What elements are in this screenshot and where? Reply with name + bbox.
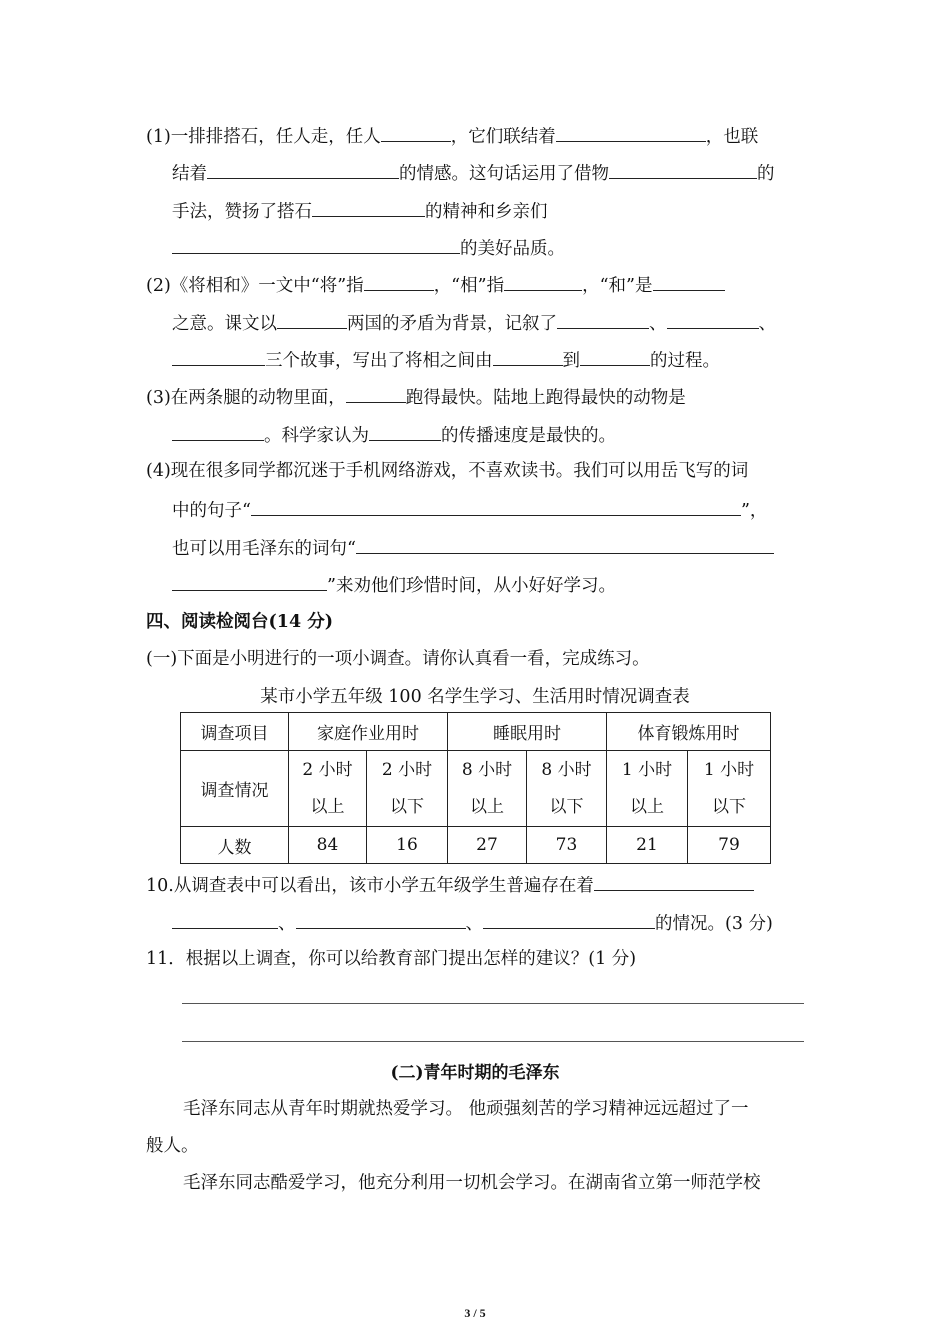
passage-line: 毛泽东同志酷爱学习，他充分利用一切机会学习。在湖南省立第一师范学校: [183, 1173, 761, 1193]
table-cell: 8 小时 以下: [527, 751, 607, 827]
page-number: 3 / 5: [464, 1306, 486, 1320]
q10-line2: [172, 910, 773, 936]
blank[interactable]: [172, 910, 278, 929]
q3-text: (3)在两条腿的动物里面，: [146, 388, 346, 408]
q2-text: 的过程。: [650, 351, 720, 371]
q2-text: 、: [758, 314, 776, 334]
q1-text: 的: [757, 164, 775, 184]
q2-text: ，“相”指: [433, 276, 505, 296]
q10-text: 10.从调查表中可以看出，该市小学五年级学生普遍存在着: [146, 876, 594, 896]
blank[interactable]: [277, 310, 347, 329]
q1-text: 结着: [172, 164, 207, 184]
section-heading: 四、阅读检阅台(14 分): [146, 612, 334, 632]
q3-text: 。科学家认为: [264, 426, 369, 446]
passage-line: 般人。: [146, 1136, 199, 1156]
survey-table: [180, 712, 771, 864]
blank[interactable]: [381, 123, 451, 142]
table-cell: 1 小时 以上: [607, 751, 688, 827]
blank[interactable]: [594, 872, 754, 891]
part1-intro: (一)下面是小明进行的一项小调查。请你认真看一看，完成练习。: [146, 649, 650, 669]
header-sleep: 睡眠用时: [448, 713, 607, 751]
q2-text: 之意。课文以: [172, 314, 277, 334]
blank[interactable]: [207, 160, 399, 179]
table-caption: 某市小学五年级 100 名学生学习、生活用时情况调查表: [260, 687, 690, 707]
q3-line2: [172, 422, 616, 448]
count-cell: 84: [289, 827, 367, 864]
q2-text: 两国的矛盾为背景，记叙了: [347, 314, 557, 334]
q2-text: (2)《将相和》一文中“将”指: [146, 276, 364, 296]
blank[interactable]: [557, 310, 649, 329]
table-cell: 2 小时 以上: [289, 751, 367, 827]
q1-text: (1)一排排搭石，任人走，任人: [146, 127, 381, 147]
blank[interactable]: [364, 272, 434, 291]
count-cell: 21: [607, 827, 688, 864]
blank[interactable]: [580, 347, 650, 366]
answer-line[interactable]: [182, 1041, 804, 1042]
blank[interactable]: [172, 422, 264, 441]
q10-text: 、: [278, 914, 296, 934]
blank[interactable]: [609, 160, 757, 179]
blank[interactable]: [356, 535, 774, 554]
q2-line1: [146, 272, 725, 298]
row-situation: 调查情况: [181, 751, 289, 827]
q1-text: 的精神和乡亲们: [425, 202, 548, 222]
blank[interactable]: [296, 910, 466, 929]
blank[interactable]: [312, 198, 425, 217]
q1-line2: [172, 160, 775, 186]
passage-line: 毛泽东同志从青年时期就热爱学习。 他顽强刻苦的学习精神远远超过了一: [183, 1099, 749, 1119]
q1-line4: [172, 235, 565, 261]
answer-line[interactable]: [182, 1003, 804, 1004]
table-cell: 1 小时 以下: [688, 751, 771, 827]
part2-title: (二)青年时期的毛泽东: [390, 1063, 560, 1083]
q1-text: ，它们联结着: [450, 127, 556, 147]
blank[interactable]: [172, 572, 327, 591]
q3-line1: [146, 384, 686, 410]
q2-text: ，“和”是: [582, 276, 653, 296]
q3-text: 跑得最快。陆地上跑得最快的动物是: [405, 388, 686, 408]
table-cell: 8 小时 以上: [448, 751, 527, 827]
q1-text: 手法，赞扬了搭石: [172, 202, 312, 222]
blank[interactable]: [504, 272, 582, 291]
q11-line1: 11．根据以上调查，你可以给教育部门提出怎样的建议？(1 分): [146, 949, 637, 969]
table-cell: 2 小时 以下: [367, 751, 448, 827]
q1-line1: [146, 123, 758, 149]
q4-line1: (4)现在很多同学都沉迷于手机网络游戏，不喜欢读书。我们可以用岳飞写的词: [146, 461, 749, 481]
count-cell: 27: [448, 827, 527, 864]
header-homework: 家庭作业用时: [289, 713, 448, 751]
q4-text: 中的句子“: [172, 501, 251, 521]
blank[interactable]: [172, 347, 265, 366]
q2-text: 到: [562, 351, 580, 371]
header-sport: 体育锻炼用时: [607, 713, 771, 751]
q2-text: 、: [649, 314, 667, 334]
blank[interactable]: [556, 123, 706, 142]
count-cell: 73: [527, 827, 607, 864]
blank[interactable]: [653, 272, 725, 291]
q10-text: 的情况。(3 分): [655, 914, 773, 934]
q10-line1: [146, 872, 754, 898]
blank[interactable]: [369, 422, 441, 441]
q4-text: ”来劝他们珍惜时间，从小好好学习。: [327, 576, 616, 596]
q4-line2: [172, 497, 767, 523]
q10-text: 、: [465, 914, 483, 934]
blank[interactable]: [251, 497, 741, 516]
q1-text: ，也联: [705, 127, 759, 147]
blank[interactable]: [483, 910, 655, 929]
q2-line2: [172, 310, 776, 336]
row-count: 人数: [181, 827, 289, 864]
blank[interactable]: [493, 347, 563, 366]
count-cell: 79: [688, 827, 771, 864]
q4-line3: [172, 535, 774, 561]
q4-line4: [172, 572, 616, 598]
q2-line3: [172, 347, 720, 373]
q2-text: 三个故事，写出了将相之间由: [265, 351, 493, 371]
q1-line3: [172, 198, 548, 224]
header-item: 调查项目: [181, 713, 289, 751]
blank[interactable]: [172, 235, 460, 254]
blank[interactable]: [667, 310, 759, 329]
q1-text: 的美好品质。: [460, 239, 565, 259]
count-cell: 16: [367, 827, 448, 864]
q1-text: 的情感。这句话运用了借物: [399, 164, 609, 184]
q4-text: 也可以用毛泽东的词句“: [172, 539, 356, 559]
blank[interactable]: [346, 384, 406, 403]
q3-text: 的传播速度是最快的。: [441, 426, 616, 446]
q4-text: ”，: [740, 501, 768, 521]
